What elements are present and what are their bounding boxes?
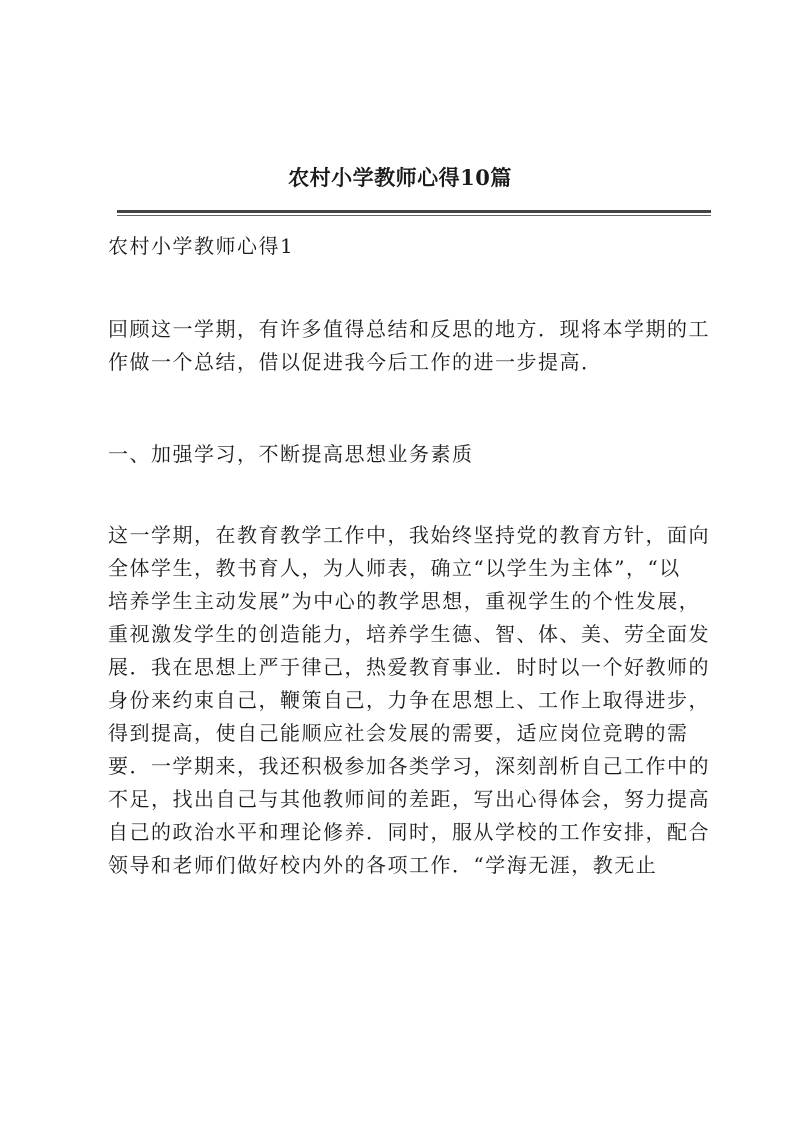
paragraph-line: 重视激发学生的创造能力，培养学生德、智、体、美、劳全面发 bbox=[108, 622, 710, 646]
document-title: 农村小学教师心得10篇 bbox=[288, 165, 512, 190]
body-paragraph bbox=[108, 519, 718, 882]
title-divider bbox=[117, 210, 711, 213]
title-divider-thin bbox=[117, 215, 711, 216]
intro-paragraph bbox=[108, 313, 718, 379]
paragraph-line: 这一学期，在教育教学工作中，我始终坚持党的教育方针，面向 bbox=[108, 523, 710, 547]
paragraph-line: 身份来约束自己，鞭策自己，力争在思想上、工作上取得进步， bbox=[108, 688, 710, 712]
paragraph-line: 回顾这一学期，有许多值得总结和反思的地方．现将本学期的工 bbox=[108, 317, 710, 341]
section-heading-text: 农村小学教师心得1 bbox=[108, 234, 295, 258]
paragraph-line: 展．我在思想上严于律己，热爱教育事业．时时以一个好教师的 bbox=[108, 655, 710, 679]
section-heading bbox=[108, 230, 718, 263]
paragraph-line: 自己的政治水平和理论修养．同时，服从学校的工作安排，配合 bbox=[108, 820, 710, 844]
paragraph-line: 作做一个总结，借以促进我今后工作的进一步提高． bbox=[108, 350, 603, 374]
paragraph-line: 不足，找出自己与其他教师间的差距，写出心得体会，努力提高 bbox=[108, 787, 710, 811]
paragraph-line: 培养学生主动发展”为中心的教学思想，重视学生的个性发展， bbox=[108, 589, 701, 613]
point-heading-text: 一、加强学习，不断提高思想业务素质 bbox=[108, 442, 474, 466]
paragraph-line: 得到提高，使自己能顺应社会发展的需要，适应岗位竞聘的需 bbox=[108, 721, 689, 745]
point-heading bbox=[108, 438, 718, 471]
paragraph-line: 领导和老师们做好校内外的各项工作．“学海无涯，教无止 bbox=[108, 853, 658, 877]
paragraph-line: 要．一学期来，我还积极参加各类学习，深刻剖析自己工作中的 bbox=[108, 754, 710, 778]
paragraph-line: 全体学生，教书育人，为人师表，确立“以学生为主体”，“以 bbox=[108, 556, 681, 580]
